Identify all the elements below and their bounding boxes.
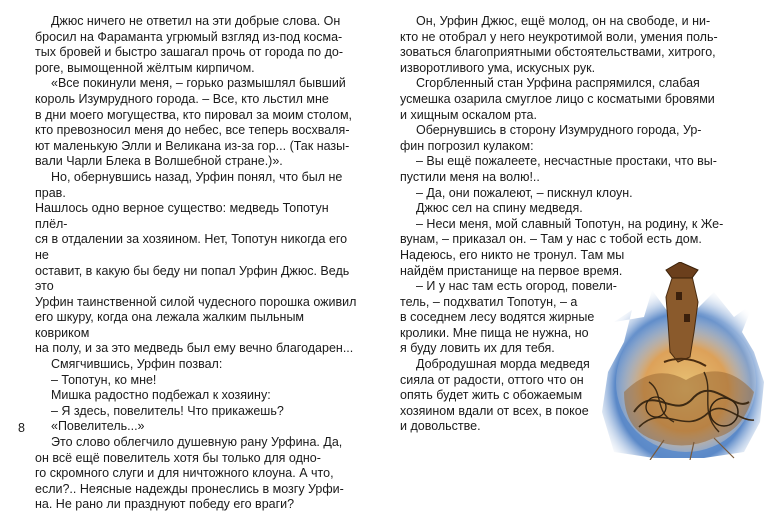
text-line: фин погрозил кулаком: bbox=[400, 138, 534, 153]
page-number: 8 bbox=[18, 421, 25, 435]
text-line: вунам, – приказал он. – Там у нас с тобой есть дом. bbox=[400, 232, 702, 247]
text-line: изворотливого ума, искусных рук. bbox=[400, 60, 596, 75]
text-line: Нашлось одно верное существо: медведь Топотун плёл- bbox=[35, 201, 329, 231]
left-text-column bbox=[35, 14, 360, 513]
left-page bbox=[0, 0, 386, 512]
text-line: Сгорбленный стан Урфина распрямился, слабая bbox=[416, 76, 700, 91]
text-line: тель, – подхватил Топотун, – а bbox=[400, 294, 578, 309]
text-line: Урфин таинственной силой чудесного порошка оживил bbox=[35, 294, 357, 309]
text-line: хозяином вдали от всех, в покое bbox=[400, 403, 589, 418]
text-line: Джюс ничего не ответил на эти добрые слова. Он bbox=[51, 14, 341, 28]
text-line: в соседнем лесу водятся жирные bbox=[400, 310, 595, 325]
text-line: в дни моего могущества, кто пировал за моим столом, bbox=[35, 107, 353, 122]
text-line: Добродушная морда медведя bbox=[416, 357, 590, 372]
text-line: найдём пристанище на первое время. bbox=[400, 263, 623, 278]
text-line: роге, вымощенной жёлтым кирпичом. bbox=[35, 60, 255, 75]
text-line: на. Не рано ли празднуют победу его враги? bbox=[35, 497, 295, 512]
text-line: кто превозносил меня до небес, все теперь восхваля- bbox=[35, 123, 350, 138]
text-line: Джюс сел на спину медведя. bbox=[416, 201, 583, 216]
text-line: я буду ловить их для тебя. bbox=[400, 341, 555, 356]
text-line: «Повелитель...» bbox=[51, 419, 145, 434]
text-line: – Да, они пожалеют, – пискнул клоун. bbox=[416, 185, 633, 200]
text-line: Обернувшись в сторону Изумрудного города, Ур- bbox=[416, 123, 702, 138]
text-line: го скромного слуги и для ничтожного клоуна. А что, bbox=[35, 466, 334, 481]
text-line: усмешка озарила смуглое лицо с косматыми бровями bbox=[400, 91, 715, 106]
text-line: ют маленькую Элли и Великана из-за гор... (Так назы- bbox=[35, 138, 350, 153]
text-line: на полу, и за это медведь был ему вечно благодарен... bbox=[35, 341, 354, 356]
text-line: тых бровей и быстро зашагал прочь от города по до- bbox=[35, 45, 343, 60]
illustration-tower-and-bear bbox=[594, 262, 770, 460]
text-line: ся в отдалении за хозяином. Нет, Топотун никогда его не bbox=[35, 232, 348, 262]
text-line: Но, обернувшись назад, Урфин понял, что был не прав. bbox=[35, 169, 343, 200]
text-line: «Все покинули меня, – горько размышлял бывший bbox=[51, 76, 346, 91]
text-line: – Я здесь, повелитель! Что прикажешь? bbox=[51, 403, 284, 418]
text-line: и хищным оскалом рта. bbox=[400, 107, 537, 122]
text-line: его шкуру, когда она лежала жалким пыльным ковриком bbox=[35, 310, 305, 340]
text-line: опять будет жить с обожаемым bbox=[400, 388, 583, 403]
text-line: король Изумрудного города. – Все, кто льстил мне bbox=[35, 91, 329, 106]
text-line: Мишка радостно подбежал к хозяину: bbox=[51, 388, 271, 403]
text-line: – Неси меня, мой славный Топотун, на родину, к Же- bbox=[416, 216, 724, 231]
text-line: Это слово облегчило душевную рану Урфина. Да, bbox=[51, 435, 343, 450]
text-line: он всё ещё повелитель хотя бы только для одно- bbox=[35, 450, 321, 465]
text-line: пустили меня на волю!.. bbox=[400, 169, 540, 184]
text-line: зоваться благоприятными обстоятельствами, хитрого, bbox=[400, 45, 716, 60]
text-line: сияла от радости, оттого что он bbox=[400, 372, 584, 387]
text-line: если?.. Неясные надежды пронеслись в мозгу Урфи- bbox=[35, 481, 344, 496]
text-line: – И у нас там есть огород, повели- bbox=[416, 279, 617, 294]
text-line: вали Чарли Блека в Волшебной стране.)». bbox=[35, 154, 283, 169]
text-line: бросил на Фараманта угрюмый взгляд из-под косма- bbox=[35, 29, 343, 44]
text-line: кролики. Мне пища не нужна, но bbox=[400, 325, 589, 340]
text-line: и довольстве. bbox=[400, 419, 481, 434]
text-line: Смягчившись, Урфин позвал: bbox=[51, 357, 223, 372]
text-line: – Вы ещё пожалеете, несчастные простаки, что вы- bbox=[416, 154, 717, 169]
text-line: Он, Урфин Джюс, ещё молод, он на свободе, и ни- bbox=[416, 14, 711, 28]
text-line: Надеюсь, его никто не тронул. Там мы bbox=[400, 247, 625, 262]
text-line: оставит, в какую бы беду ни попал Урфин Джюс. Ведь это bbox=[35, 263, 350, 294]
text-line: кто не отобрал у него неукротимой воли, умения поль- bbox=[400, 29, 718, 44]
text-line: – Топотун, ко мне! bbox=[51, 372, 157, 387]
